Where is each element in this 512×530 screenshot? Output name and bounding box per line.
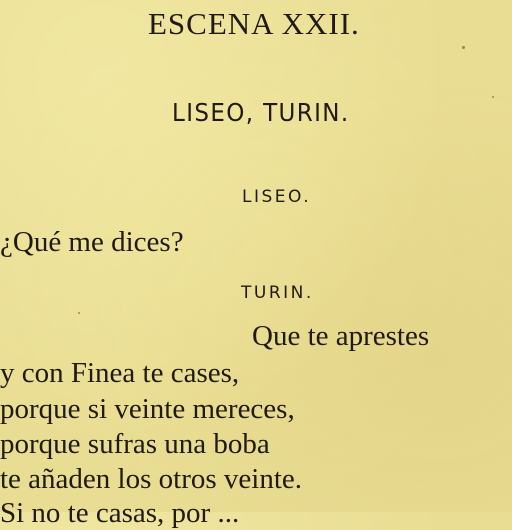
speaker-label-turin: TURIN. — [241, 283, 314, 303]
verse-line: te añaden los otros veinte. — [0, 463, 302, 495]
verse-line: Que te aprestes — [252, 320, 430, 352]
paper-speck — [462, 46, 465, 49]
paper-speck — [78, 312, 80, 314]
verse-line: porque sufras una boba — [0, 428, 270, 460]
verse-line: porque si veinte mereces, — [0, 393, 295, 425]
verse-line-partial: Si no te casas, por ... — [0, 497, 240, 529]
speaker-label-liseo: LISEO. — [242, 187, 312, 207]
scene-title: ESCENA XXII. — [148, 6, 360, 41]
characters-heading: LISEO, TURIN. — [172, 98, 350, 127]
paper-speck — [492, 96, 494, 98]
verse-line: y con Finea te cases, — [0, 357, 240, 389]
verse-line: ¿Qué me dices? — [0, 226, 184, 258]
